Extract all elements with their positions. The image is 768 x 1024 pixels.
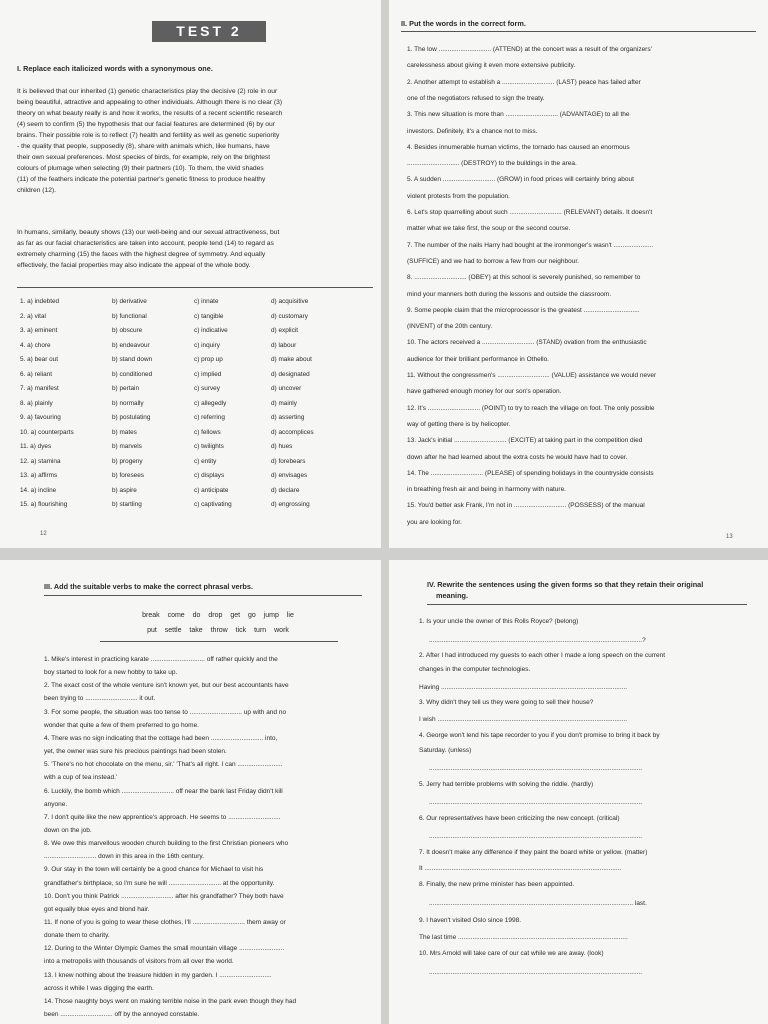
option-cell: d) make about <box>271 356 312 363</box>
exercise-line: 8. We owe this marvellous wooden church building to the first Christian pioneers who <box>44 840 289 848</box>
page-14 <box>0 560 381 1024</box>
exercise-line: investors. Definitely, it's a chance not to miss. <box>407 127 538 135</box>
exercise-line: yet, the owner was sure his precious paintings had been stolen. <box>44 748 227 756</box>
option-cell: c) survey <box>194 385 220 392</box>
option-cell: d) designated <box>271 370 310 378</box>
option-row <box>20 369 370 380</box>
exercise-line: with a cup of tea instead.' <box>44 774 118 782</box>
rewrite-line: Having ....................................................................................................... <box>419 684 628 691</box>
option-cell: d) customary <box>271 312 308 320</box>
exercise-line: have gathered enough money for our son's operation. <box>407 388 562 396</box>
option-cell: d) forebears <box>271 457 306 465</box>
divider <box>44 595 362 596</box>
rewrite-line: 10. Mrs Arnold will take care of our cat while we are away. (look) <box>419 950 604 957</box>
option-cell: d) labour <box>271 341 297 349</box>
exercise-line: donate them to charity. <box>44 932 110 940</box>
paragraph-line: brains. Their possible role is to reflect (7) health and fertility as well as genetic superiority <box>17 132 280 139</box>
reading-paragraph-1 <box>17 86 373 196</box>
paragraph-line: - the quality that people, supposedly (8), share with animals which, like humans, have <box>17 143 270 150</box>
option-row <box>20 311 370 322</box>
rewrite-line: ...................................................................................................................... <box>429 969 643 976</box>
paragraph-line: It is believed that our inherited (1) genetic characteristics play the decisive (2) role in our <box>17 88 278 95</box>
option-row <box>20 441 370 452</box>
paragraph-line: children (12). <box>17 187 57 194</box>
exercise-line: (INVENT) of the 20th century. <box>407 323 493 331</box>
option-row <box>20 485 370 496</box>
exercise-line: 7. I don't quite like the new apprentice's approach. He seems to ............................. <box>44 813 281 821</box>
option-row <box>20 412 370 423</box>
divider <box>427 604 747 605</box>
word-box-row-1: break come do drop get go jump lie <box>142 612 294 619</box>
option-cell: d) accomplices <box>271 428 314 436</box>
option-cell: 10. a) counterparts <box>20 428 74 436</box>
option-cell: 13. a) affirms <box>20 472 58 479</box>
paragraph-line: In humans, similarly, beauty shows (13) our well-being and our sexual attractiveness, but <box>17 229 280 236</box>
page-number: 12 <box>40 531 47 537</box>
exercise-line: 1. Mike's interest in practicing karate .............................. off rather quickly and the <box>44 656 278 663</box>
test-title-bar: TEST 2 <box>152 21 266 42</box>
option-cell: c) referring <box>194 414 225 421</box>
page-12 <box>0 0 381 548</box>
paragraph-line: (4) seem to confirm (5) the hypothesis that our facial features are determined (6) by our <box>17 121 275 128</box>
option-cell: b) foresees <box>112 472 144 479</box>
option-cell: 3. a) eminent <box>20 327 58 334</box>
exercise-line: across it while I was digging the earth. <box>44 984 154 992</box>
exercise-line: matter what we take first, the soup or the second course. <box>407 225 571 233</box>
divider <box>17 287 373 288</box>
word-box-underline <box>100 641 338 642</box>
paragraph-line: their own sexual preferences. Most species of birds, for example, rely on the brightest <box>17 154 271 161</box>
exercise-line: got equally blue eyes and blond hair. <box>44 905 150 913</box>
option-cell: b) normally <box>112 399 144 407</box>
option-cell: 8. a) plainly <box>20 399 53 407</box>
exercise-line: 5. 'There's no hot chocolate on the menu, sir.' 'That's all right. I can ......................... <box>44 761 283 769</box>
exercise-line: 2. Another attempt to establish a ............................. (LAST) peace has failed after <box>407 78 641 86</box>
option-cell: d) acquisitive <box>271 298 309 305</box>
option-row <box>20 340 370 351</box>
option-cell: b) functional <box>112 312 147 320</box>
section-3-heading: III. Add the suitable verbs to make the correct phrasal verbs. <box>44 582 253 591</box>
exercise-line: audience for their brilliant performance in Othello. <box>407 355 549 363</box>
option-cell: b) startling <box>112 501 142 508</box>
divider <box>401 31 756 32</box>
rewrite-line: ......................................................................................................................? <box>429 637 646 644</box>
paragraph-line: as far as our facial characteristics are taken into account, people tend (14) to regard as <box>17 240 274 247</box>
option-cell: d) declare <box>271 486 300 494</box>
page-15 <box>389 560 768 1024</box>
option-cell: 5. a) bear out <box>20 356 59 363</box>
option-cell: c) tangible <box>194 312 224 320</box>
option-cell: 12. a) stamina <box>20 457 61 465</box>
option-cell: d) engrossing <box>271 501 310 508</box>
option-cell: d) uncover <box>271 385 302 392</box>
exercise-line: down after he had learned about the extra costs he would have had to cover. <box>407 453 628 461</box>
exercise-line: 3. This new situation is more than ............................. (ADVANTAGE) to all the <box>407 111 630 119</box>
exercise-line: 5. A sudden ............................. (GROW) in food prices will certainly bring about <box>407 176 634 184</box>
option-cell: c) anticipate <box>194 486 229 494</box>
exercise-line: down on the job. <box>44 826 92 834</box>
exercise-line: 14. The ............................. (PLEASE) of spending holidays in the countryside consists <box>407 469 654 477</box>
exercise-line: ............................. down in this area in the 16th century. <box>44 853 204 861</box>
paragraph-line: being beautiful, attractive and appealing to other individuals. Although there is no clear (3) <box>17 99 283 106</box>
exercise-line: 8. ............................. (OBEY) at this school is severely punished, so remember to <box>407 274 641 282</box>
exercise-line: 9. Our stay in the town will certainly be a good chance for Michael to visit his <box>44 866 264 874</box>
paragraph-line: (11) of the feathers indicate the potential partner's genetic fitness to produce healthy <box>17 176 266 183</box>
option-cell: b) conditioned <box>112 370 153 378</box>
option-cell: b) derivative <box>112 298 147 305</box>
exercise-line: 3. For some people, the situation was too tense to ............................. up with and no <box>44 708 287 716</box>
exercise-line: 13. Jack's initial ............................. (EXCITE) at taking part in the competition died <box>407 437 643 445</box>
option-cell: c) fellows <box>194 428 221 436</box>
exercise-line: way of getting there is by helicopter. <box>407 420 511 428</box>
option-cell: d) envisages <box>271 472 308 479</box>
option-cell: c) indicative <box>194 327 228 334</box>
option-cell: 11. a) dyes <box>20 443 52 450</box>
exercise-line: wonder that quite a few of them preferred to go home. <box>44 721 200 729</box>
word-box-row-2: put settle take throw tick turn work <box>147 627 289 634</box>
option-cell: c) displays <box>194 472 225 479</box>
option-row <box>20 383 370 394</box>
rewrite-line: ................................................................................................................. last. <box>429 900 647 907</box>
option-cell: b) aspire <box>112 486 137 494</box>
option-cell: 4. a) chore <box>20 341 51 349</box>
exercise-line: anyone. <box>44 800 68 808</box>
option-cell: c) twilights <box>194 443 224 450</box>
option-row <box>20 398 370 409</box>
exercise-line: 6. Let's stop quarrelling about such ............................. (RELEVANT) details. It doesn't <box>407 209 653 216</box>
exercise-line: 7. The number of the nails Harry had bought at the ironmonger's wasn't ...................... <box>407 241 654 249</box>
option-cell: 14. a) incline <box>20 486 57 494</box>
exercise-line: you are looking for. <box>407 518 462 526</box>
exercise-line: been trying to ............................. it out. <box>44 695 156 703</box>
exercise-line: 13. I knew nothing about the treasure hidden in my garden. I ............................. <box>44 971 272 979</box>
exercise-line: 15. You'd better ask Frank, I'm not in ............................. (POSSESS) of the manual <box>407 502 645 510</box>
option-row <box>20 499 370 510</box>
option-row <box>20 354 370 365</box>
exercise-line: 6. Luckily, the bomb which ............................. off near the bank last Friday didn't kill <box>44 787 283 795</box>
option-row <box>20 296 370 307</box>
rewrite-line: ...................................................................................................................... <box>429 765 643 772</box>
option-cell: c) prop up <box>194 356 223 363</box>
option-cell: 2. a) vital <box>20 312 46 320</box>
rewrite-line: changes in the computer technologies. <box>419 666 531 673</box>
rewrite-line: 7. It doesn't make any difference if they paint the board white or yellow. (matter) <box>419 849 648 856</box>
option-cell: b) postulating <box>112 414 151 421</box>
option-cell: 6. a) reliant <box>20 370 52 378</box>
option-cell: 15. a) flourishing <box>20 501 68 508</box>
option-cell: 9. a) favouring <box>20 414 61 421</box>
paragraph-line: colours of plumage when selecting (9) their partners (10). To them, the vivid shades <box>17 165 264 172</box>
exercise-line: been ............................. off by the annoyed constable. <box>44 1011 200 1019</box>
rewrite-line: I wish ......................................................................................................... <box>419 716 628 723</box>
exercise-line: 12. During to the Winter Olympic Games the small mountain village ......................... <box>44 945 285 953</box>
rewrite-line: ...................................................................................................................... <box>429 799 643 806</box>
exercise-line: 4. There was no sign indicating that the cottage had been ............................. into, <box>44 734 278 742</box>
exercise-line: one of the negotiators refused to sign the treaty. <box>407 94 545 102</box>
option-cell: c) innate <box>194 298 219 305</box>
exercise-line: ............................. (DESTROY) to the buildings in the area. <box>407 160 577 168</box>
exercise-line: violent protests from the population. <box>407 192 510 200</box>
exercise-line: 1. The low ............................. (ATTEND) at the concert was a result of the organizers' <box>407 46 652 53</box>
option-cell: b) obscure <box>112 327 143 334</box>
option-cell: b) mates <box>112 428 137 436</box>
option-cell: c) entity <box>194 457 217 465</box>
exercise-line: 11. If none of you is going to wear these clothes, I'll ............................. them away or <box>44 919 286 926</box>
option-cell: b) progeny <box>112 457 143 465</box>
section-1-heading: I. Replace each italicized words with a synonymous one. <box>17 64 213 73</box>
rewrite-line: 6. Our representatives have been criticizing the new concept. (critical) <box>419 815 620 822</box>
option-cell: d) hues <box>271 443 293 450</box>
rewrite-line: 5. Jerry had terrible problems with solving the riddle. (hardly) <box>419 781 594 788</box>
exercise-line: (SUFFICE) and we had to borrow a few from our neighbour. <box>407 257 579 265</box>
option-row <box>20 325 370 336</box>
page-13 <box>389 0 768 548</box>
option-row <box>20 427 370 438</box>
exercise-line: in breathing fresh air and being in harmony with nature. <box>407 486 566 494</box>
exercise-line: grandfather's birthplace, so I'm sure he will ............................. at the opportunity. <box>44 879 275 887</box>
option-cell: c) allegedly <box>194 399 227 407</box>
option-cell: b) endeavour <box>112 341 150 349</box>
option-cell: c) captivating <box>194 501 232 508</box>
option-cell: c) implied <box>194 370 222 378</box>
option-cell: 1. a) indebted <box>20 298 60 305</box>
rewrite-line: 3. Why didn't they tell us they were going to sell their house? <box>419 699 594 706</box>
paragraph-line: extremely charming (15) the faces with the highest degree of symmetry. And equally <box>17 251 266 258</box>
section-4-heading-line-1: IV. Rewrite the sentences using the given forms so that they retain their original <box>427 580 704 589</box>
page-number: 13 <box>726 534 733 540</box>
option-cell: b) stand down <box>112 356 153 363</box>
rewrite-line: Saturday. (unless) <box>419 747 472 754</box>
section-4-heading-line-2: meaning. <box>436 591 469 600</box>
option-cell: 7. a) manifest <box>20 385 59 392</box>
section-2-heading: II. Put the words in the correct form. <box>401 19 526 28</box>
exercise-line: into a metropolis with thousands of visitors from all over the world. <box>44 958 234 966</box>
exercise-line: 2. The exact cost of the whole venture isn't known yet, but our best accountants have <box>44 682 289 690</box>
exercise-line: mind your manners both during the lessons and outside the classroom. <box>407 290 612 298</box>
option-row <box>20 456 370 467</box>
paragraph-line: effectively, the facial properties may also indicate the appeal of the whole body. <box>17 262 251 269</box>
exercise-line: 9. Some people claim that the microprocessor is the greatest ............................... <box>407 306 640 314</box>
option-cell: d) explicit <box>271 327 298 334</box>
option-cell: c) inquiry <box>194 341 220 349</box>
option-row <box>20 470 370 481</box>
exercise-line: 12. It's ............................. (POINT) to try to reach the village on foot. The only possible <box>407 404 655 412</box>
rewrite-line: The last time .............................................................................................. <box>419 934 628 941</box>
rewrite-line: 9. I haven't visited Oslo since 1998. <box>419 917 522 924</box>
rewrite-line: 8. Finally, the new prime minister has been appointed. <box>419 881 575 888</box>
option-cell: d) asserting <box>271 414 305 421</box>
paragraph-line: theory on what beauty really is and how it works, the results of a recent scientific research <box>17 110 283 117</box>
rewrite-line: 1. Is your uncle the owner of this Rolls Royce? (belong) <box>419 618 579 625</box>
exercise-line: 4. Besides innumerable human victims, the tornado has caused an enormous <box>407 143 630 151</box>
rewrite-line: It ............................................................................................................. <box>419 865 622 872</box>
option-cell: d) mainly <box>271 399 297 407</box>
rewrite-line: 2. After I had introduced my guests to each other I made a long speech on the current <box>419 652 666 659</box>
exercise-line: 10. The actors received a ............................. (STAND) ovation from the enthusiastic <box>407 339 647 347</box>
option-cell: b) pertain <box>112 385 139 392</box>
exercise-line: boy started to look for a new hobby to take up. <box>44 669 178 677</box>
exercise-line: carelessness about giving it even more extensive publicity. <box>407 62 576 70</box>
exercise-line: 11. Without the congressmen's ............................. (VALUE) assistance we would never <box>407 372 657 379</box>
exercise-line: 14. Those naughty boys went on making terrible noise in the park even though they had <box>44 997 297 1005</box>
option-cell: b) marvels <box>112 443 142 450</box>
reading-paragraph-2 <box>17 227 373 271</box>
exercise-line: 10. Don't you think Patrick ............................. after his grandfather? They both have <box>44 892 284 900</box>
rewrite-line: ...................................................................................................................... <box>429 833 643 840</box>
rewrite-line: 4. George won't lend his tape recorder to you if you don't promise to bring it back by <box>419 732 660 739</box>
